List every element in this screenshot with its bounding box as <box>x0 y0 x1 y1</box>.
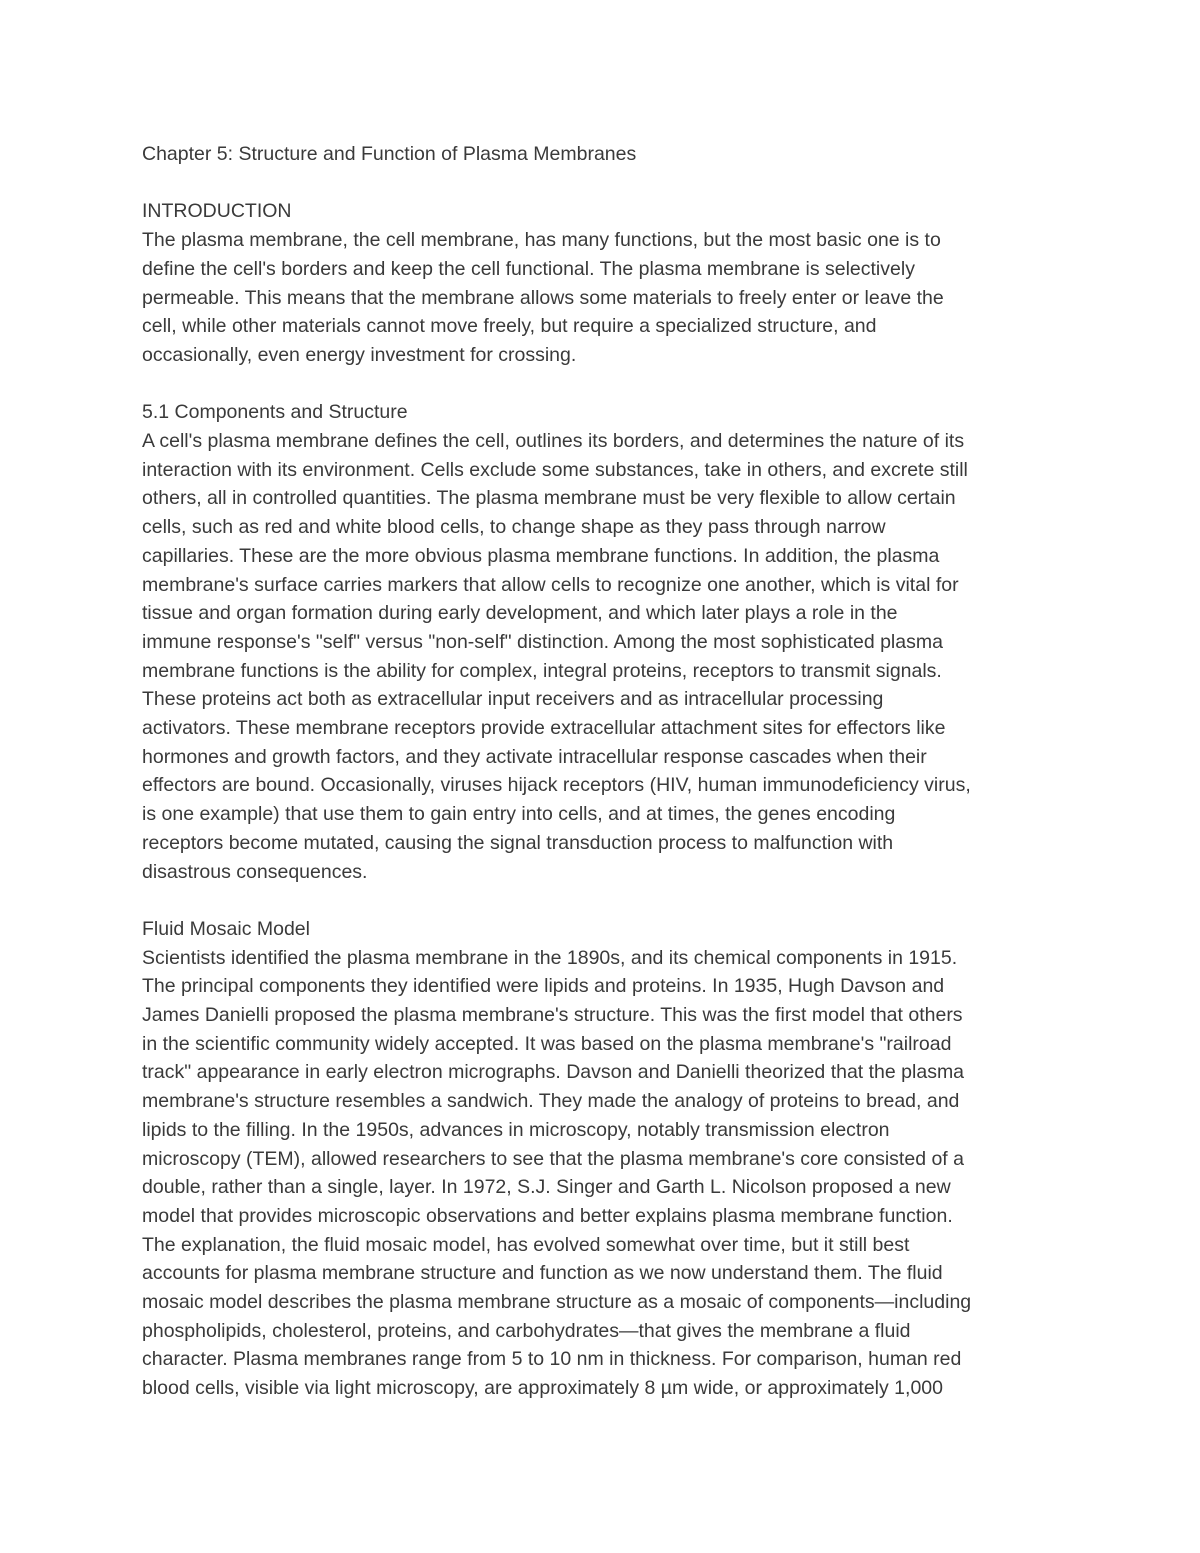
section-components-and-structure <box>142 398 1062 886</box>
section-heading: INTRODUCTION <box>142 200 292 223</box>
paragraph-line: effectors are bound. Occasionally, viruses hijack receptors (HIV, human immunodeficiency virus, <box>142 774 971 797</box>
section-heading: 5.1 Components and Structure <box>142 401 408 424</box>
paragraph-line: is one example) that use them to gain entry into cells, and at times, the genes encoding <box>142 803 896 826</box>
paragraph-line: The plasma membrane, the cell membrane, has many functions, but the most basic one is to <box>142 229 941 252</box>
paragraph-line: activators. These membrane receptors provide extracellular attachment sites for effectors like <box>142 717 946 740</box>
paragraph-line: hormones and growth factors, and they activate intracellular response cascades when their <box>142 745 927 768</box>
paragraph-line: cells, such as red and white blood cells, to change shape as they pass through narrow <box>142 516 886 539</box>
paragraph-line: These proteins act both as extracellular input receivers and as intracellular processing <box>142 688 884 711</box>
paragraph-line: character. Plasma membranes range from 5 to 10 nm in thickness. For comparison, human red <box>142 1348 962 1371</box>
section-introduction <box>142 197 1062 369</box>
section-fluid-mosaic-model <box>142 915 1062 1403</box>
paragraph-line: Scientists identified the plasma membrane in the 1890s, and its chemical components in 1915. <box>142 946 958 969</box>
paragraph-line: occasionally, even energy investment for crossing. <box>142 343 577 366</box>
paragraph-line: capillaries. These are the more obvious plasma membrane functions. In addition, the plasma <box>142 544 940 567</box>
paragraph-line: blood cells, visible via light microscopy, are approximately 8 µm wide, or approximately 1,000 <box>142 1377 943 1400</box>
chapter-title-block <box>142 140 1062 169</box>
paragraph-line: in the scientific community widely accepted. It was based on the plasma membrane's "railroad <box>142 1032 952 1055</box>
paragraph-line: membrane's surface carries markers that allow cells to recognize one another, which is vital for <box>142 573 959 596</box>
paragraph-line: disastrous consequences. <box>142 860 368 883</box>
paragraph-line: lipids to the filling. In the 1950s, advances in microscopy, notably transmission electron <box>142 1118 890 1141</box>
paragraph-line: The explanation, the fluid mosaic model, has evolved somewhat over time, but it still best <box>142 1233 910 1256</box>
paragraph-line: accounts for plasma membrane structure and function as we now understand them. The fluid <box>142 1262 943 1285</box>
paragraph-line: double, rather than a single, layer. In 1972, S.J. Singer and Garth L. Nicolson proposed a new <box>142 1176 951 1199</box>
paragraph-line: The principal components they identified were lipids and proteins. In 1935, Hugh Davson and <box>142 975 945 998</box>
paragraph-line: tissue and organ formation during early development, and which later plays a role in the <box>142 602 898 625</box>
paragraph-line: phospholipids, cholesterol, proteins, and carbohydrates—that gives the membrane a fluid <box>142 1319 911 1342</box>
paragraph-line: membrane's structure resembles a sandwich. They made the analogy of proteins to bread, and <box>142 1090 960 1113</box>
section-heading: Fluid Mosaic Model <box>142 917 310 940</box>
paragraph-line: James Danielli proposed the plasma membrane's structure. This was the first model that others <box>142 1004 963 1027</box>
paragraph-line: others, all in controlled quantities. The plasma membrane must be very flexible to allow certain <box>142 487 956 510</box>
paragraph-line: receptors become mutated, causing the signal transduction process to malfunction with <box>142 831 894 854</box>
paragraph-line: microscopy (TEM), allowed researchers to see that the plasma membrane's core consisted of a <box>142 1147 964 1170</box>
paragraph-line: A cell's plasma membrane defines the cell, outlines its borders, and determines the nature of its <box>142 430 965 452</box>
paragraph-line: interaction with its environment. Cells exclude some substances, take in others, and excrete still <box>142 458 968 481</box>
paragraph-line: membrane functions is the ability for complex, integral proteins, receptors to transmit signals. <box>142 659 942 682</box>
paragraph-line: define the cell's borders and keep the cell functional. The plasma membrane is selectively <box>142 257 915 280</box>
paragraph-line: model that provides microscopic observations and better explains plasma membrane function. <box>142 1204 953 1227</box>
paragraph-line: permeable. This means that the membrane allows some materials to freely enter or leave the <box>142 286 944 309</box>
paragraph-line: mosaic model describes the plasma membrane structure as a mosaic of components—including <box>142 1291 972 1314</box>
paragraph-line: cell, while other materials cannot move freely, but require a specialized structure, and <box>142 315 877 338</box>
chapter-title: Chapter 5: Structure and Function of Plasma Membranes <box>142 143 637 165</box>
document-body <box>142 140 1062 1403</box>
paragraph-line: immune response's "self" versus "non-self" distinction. Among the most sophisticated plasma <box>142 630 943 653</box>
paragraph-line: track" appearance in early electron micrographs. Davson and Danielli theorized that the plasma <box>142 1061 965 1084</box>
